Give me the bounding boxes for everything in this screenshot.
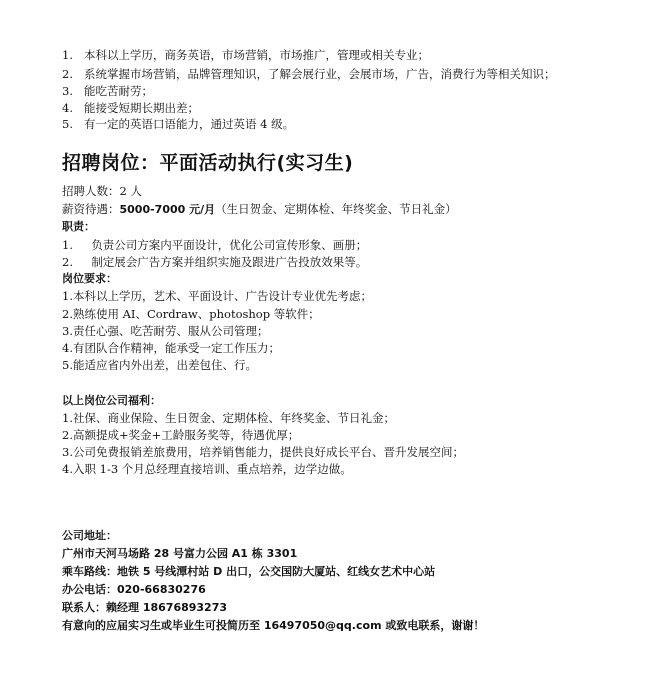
requirement-3: 3.责任心强、吃苦耐劳、服从公司管理； xyxy=(62,324,269,338)
top-requirement-5 xyxy=(62,116,294,132)
top-requirement-2 xyxy=(62,66,556,82)
list-text: 能接受短期长期出差； xyxy=(84,101,199,115)
duties-heading: 职责： xyxy=(62,220,95,233)
welfare-item-4: 4.入职 1-3 个月总经理直接培训、重点培养，边学边做。 xyxy=(62,462,352,476)
salary-value: 5000-7000 元/月 xyxy=(119,203,216,216)
duty-2 xyxy=(62,254,367,270)
list-number: 1. xyxy=(62,48,73,62)
top-requirement-3 xyxy=(62,83,153,99)
welfare-item-2: 2.高额提成+奖金+工龄服务奖等，待遇优厚； xyxy=(62,428,300,442)
headcount: 招聘人数：2 人 xyxy=(62,184,142,198)
salary-label: 薪资待遇： xyxy=(62,202,120,216)
requirement-2: 2.熟练使用 AI、Cordraw、photoshop 等软件； xyxy=(62,307,320,321)
list-text: 系统掌握市场营销，品牌管理知识，了解会展行业，会展市场，广告，消费行为等相关知识； xyxy=(84,67,556,81)
address-label: 公司地址： xyxy=(62,529,117,542)
list-text: 制定展会广告方案并组织实施及跟进广告投放效果等。 xyxy=(91,255,368,269)
list-text: 负责公司方案内平面设计，优化公司宣传形象、画册； xyxy=(91,238,368,252)
company-address: 广州市天河马场路 28 号富力公园 A1 栋 3301 xyxy=(62,547,298,560)
requirement-5: 5.能适应省内外出差，出差包住、行。 xyxy=(62,358,257,372)
requirement-1: 1.本科以上学历，艺术、平面设计、广告设计专业优先考虑； xyxy=(62,289,372,303)
list-number: 5. xyxy=(62,117,73,131)
list-number: 1. xyxy=(62,238,73,252)
office-phone: 办公电话：020-66830276 xyxy=(62,583,206,596)
list-number: 2. xyxy=(62,255,73,269)
list-number: 2. xyxy=(62,67,73,81)
list-text: 能吃苦耐劳； xyxy=(84,84,153,98)
duty-1 xyxy=(62,237,367,253)
list-number: 4. xyxy=(62,101,73,115)
salary-note: （生日贺金、定期体检、年终奖金、节日礼金） xyxy=(215,202,457,216)
contact-person: 联系人：赖经理 18676893273 xyxy=(62,601,228,614)
list-text: 本科以上学历，商务英语，市场营销，市场推广，管理或相关专业； xyxy=(84,48,429,62)
top-requirement-4 xyxy=(62,100,199,116)
application-note: 有意向的应届实习生或毕业生可投简历至 16497050@qq.com 或致电联系，谢谢！ xyxy=(62,619,485,632)
welfare-item-3: 3.公司免费报销差旅费用，培养销售能力，提供良好成长平台、晋升发展空间； xyxy=(62,445,464,459)
requirements-heading: 岗位要求： xyxy=(62,272,117,285)
list-text: 有一定的英语口语能力，通过英语 4 级。 xyxy=(84,117,295,131)
requirement-4: 4.有团队合作精神，能承受一定工作压力； xyxy=(62,341,280,355)
welfare-item-1: 1.社保、商业保险、生日贺金、定期体检、年终奖金、节日礼金； xyxy=(62,411,395,425)
transit-route: 乘车路线：地铁 5 号线潭村站 D 出口，公交国防大厦站、红线女艺术中心站 xyxy=(62,565,436,578)
salary-line xyxy=(62,201,457,218)
list-number: 3. xyxy=(62,84,73,98)
welfare-heading: 以上岗位公司福利： xyxy=(62,394,161,407)
top-requirement-1 xyxy=(62,47,429,63)
position-title: 招聘岗位：平面活动执行(实习生) xyxy=(62,152,354,174)
